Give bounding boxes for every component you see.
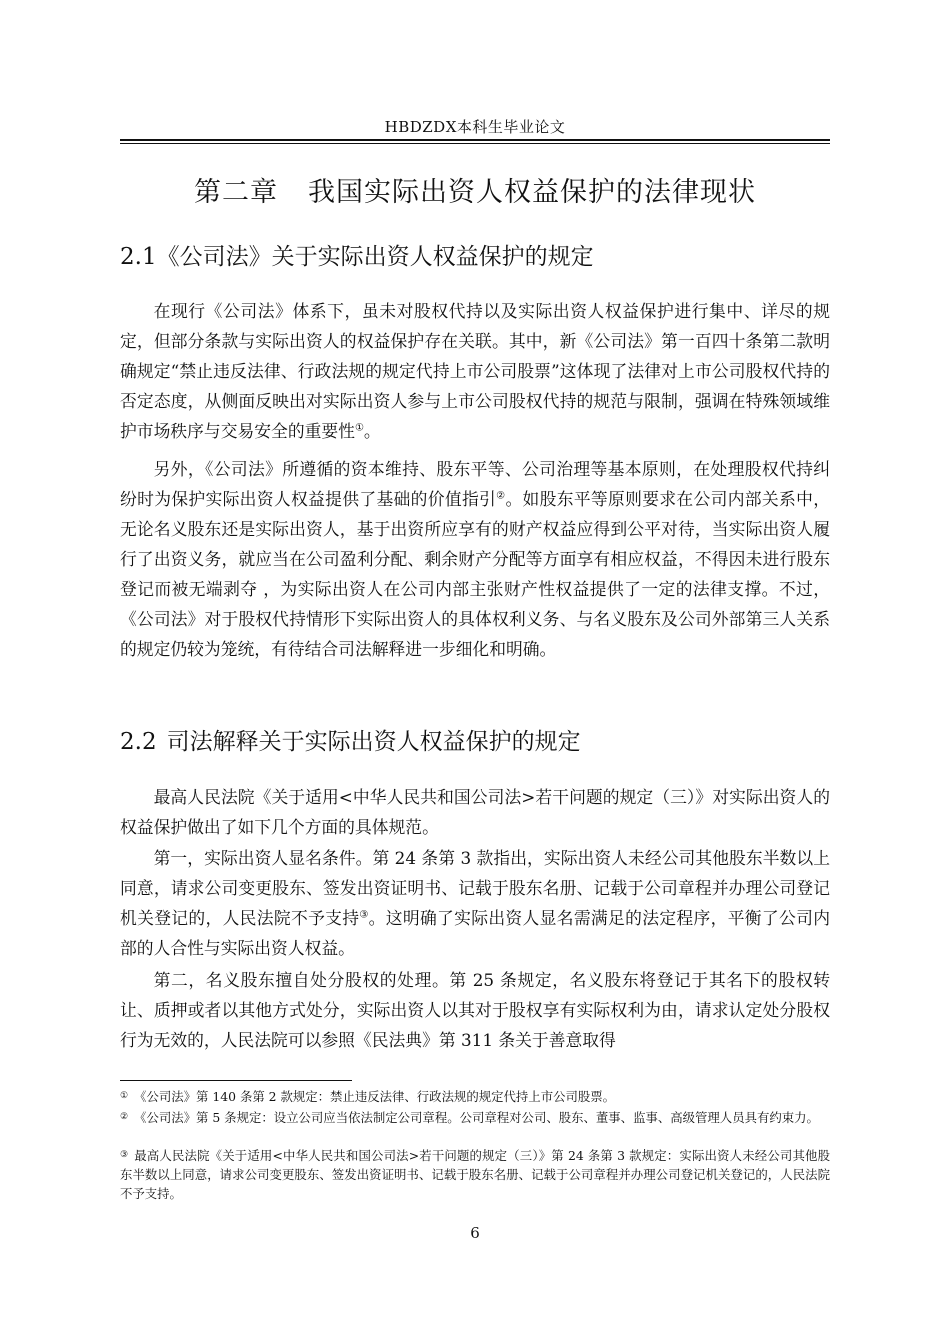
chapter-title [120,170,830,209]
footnote [120,1146,830,1203]
footnote-mark: ② [120,1112,129,1122]
paragraph-text: 在现行《公司法》体系下，虽未对股权代持以及实际出资人权益保护进行集中、详尽的规定，但部分条款与实际出资人的权益保护存在关联。其中，新《公司法》第一百四十条第二款明确规定“禁止违反法律、行政法规的规定代持上市公司股票”这体现了法律对上市公司股权代持的否定态度，从侧面反映出对实际出资人参与上市公司股权代持的规范与限制，强调在特殊领域维护市场秩序与交易安全的重要性 [120,301,830,441]
paragraph [120,296,830,446]
paragraph [120,454,830,664]
paragraph-text: 另外，《公司法》所遵循的资本维持、股东平等、公司治理等基本原则，在处理股权代持纠纷时为保护实际出资人权益提供了基础的价值指引 [120,459,830,509]
section-title-2-2 [120,723,830,756]
section-number: 2.2 [120,729,157,755]
footnote-ref[interactable]: ② [496,490,506,502]
paragraph-text: 。如股东平等原则要求在公司内部关系中，无论名义股东还是实际出资人，基于出资所应享有的财产权益应得到公平对待，当实际出资人履行了出资义务，就应当在公司盈利分配、剩余财产分配等方面享有相应权益，不得因未进行股东登记而被无端剥夺 ，为实际出资人在公司内部主张财产性权益提供了一定的法律支撑。不过，《公司法》对于股权代持情形下实际出资人的具体权利义务、与名义股东及公司外部第三人关系的规定仍较为笼统，有待结合司法解释进一步细化和明确。 [120,489,830,659]
footnote [120,1108,830,1127]
footnote-divider [120,1080,352,1081]
section-number: 2.1 [120,244,157,270]
page-number: 6 [470,1224,480,1242]
chapter-heading: 我国实际出资人权益保护的法律现状 [308,177,756,208]
section-heading: 司法解释关于实际出资人权益保护的规定 [166,729,581,755]
footnote [120,1087,830,1106]
paragraph-text: 。这明确了实际出资人显名需满足的法定程序，平衡了公司内部的人合性与实际出资人权益。 [120,908,830,958]
footnote-mark: ① [120,1091,129,1101]
paragraph [120,965,830,1055]
paragraph-text: 第一，实际出资人显名条件。第 24 条第 3 款指出，实际出资人未经公司其他股东半数以上同意，请求公司变更股东、签发出资证明书、记载于股东名册、记载于公司章程并办理公司登记机关登记的，人民法院不予支持 [120,848,830,928]
paragraph-text: 第二，名义股东擅自处分股权的处理。第 25 条规定，名义股东将登记于其名下的股权转让、质押或者以其他方式处分，实际出资人以其对于股权享有实际权利为由，请求认定处分股权行为无效的，人民法院可以参照《民法典》第 311 条关于善意取得 [120,970,830,1050]
paragraph-text: 最高人民法院《关于适用<中华人民共和国公司法>若干问题的规定（三）》对实际出资人的权益保护做出了如下几个方面的具体规范。 [120,787,830,837]
section-title-2-1 [120,238,830,271]
footnote-text: 《公司法》第 5 条规定：设立公司应当依法制定公司章程。公司章程对公司、股东、董事、监事、高级管理人员具有约束力。 [134,1110,819,1125]
page-header: HBDZDX本科生毕业论文 [384,118,566,136]
footnote-text: 最高人民法院《关于适用<中华人民共和国公司法>若干问题的规定（三）》第 24 条第 3 款规定：实际出资人未经公司其他股东半数以上同意，请求公司变更股东、签发出资证明书、记载于股东名册、记载于公司章程并办理公司登记机关登记的，人民法院不予支持。 [120,1148,830,1201]
chapter-number: 第二章 [194,177,278,208]
paragraph [120,843,830,963]
footnote-text: 《公司法》第 140 条第 2 款规定：禁止违反法律、行政法规的规定代持上市公司股票。 [134,1089,616,1104]
footnote-mark: ③ [120,1150,129,1160]
header-rule-thin [120,143,830,144]
paragraph-text: 。 [363,421,381,441]
paragraph [120,782,830,842]
footnote-ref[interactable]: ③ [359,909,369,921]
header-rule [120,139,830,141]
footnote-ref[interactable]: ① [354,422,364,434]
section-heading: 《公司法》关于实际出资人权益保护的规定 [156,244,594,270]
